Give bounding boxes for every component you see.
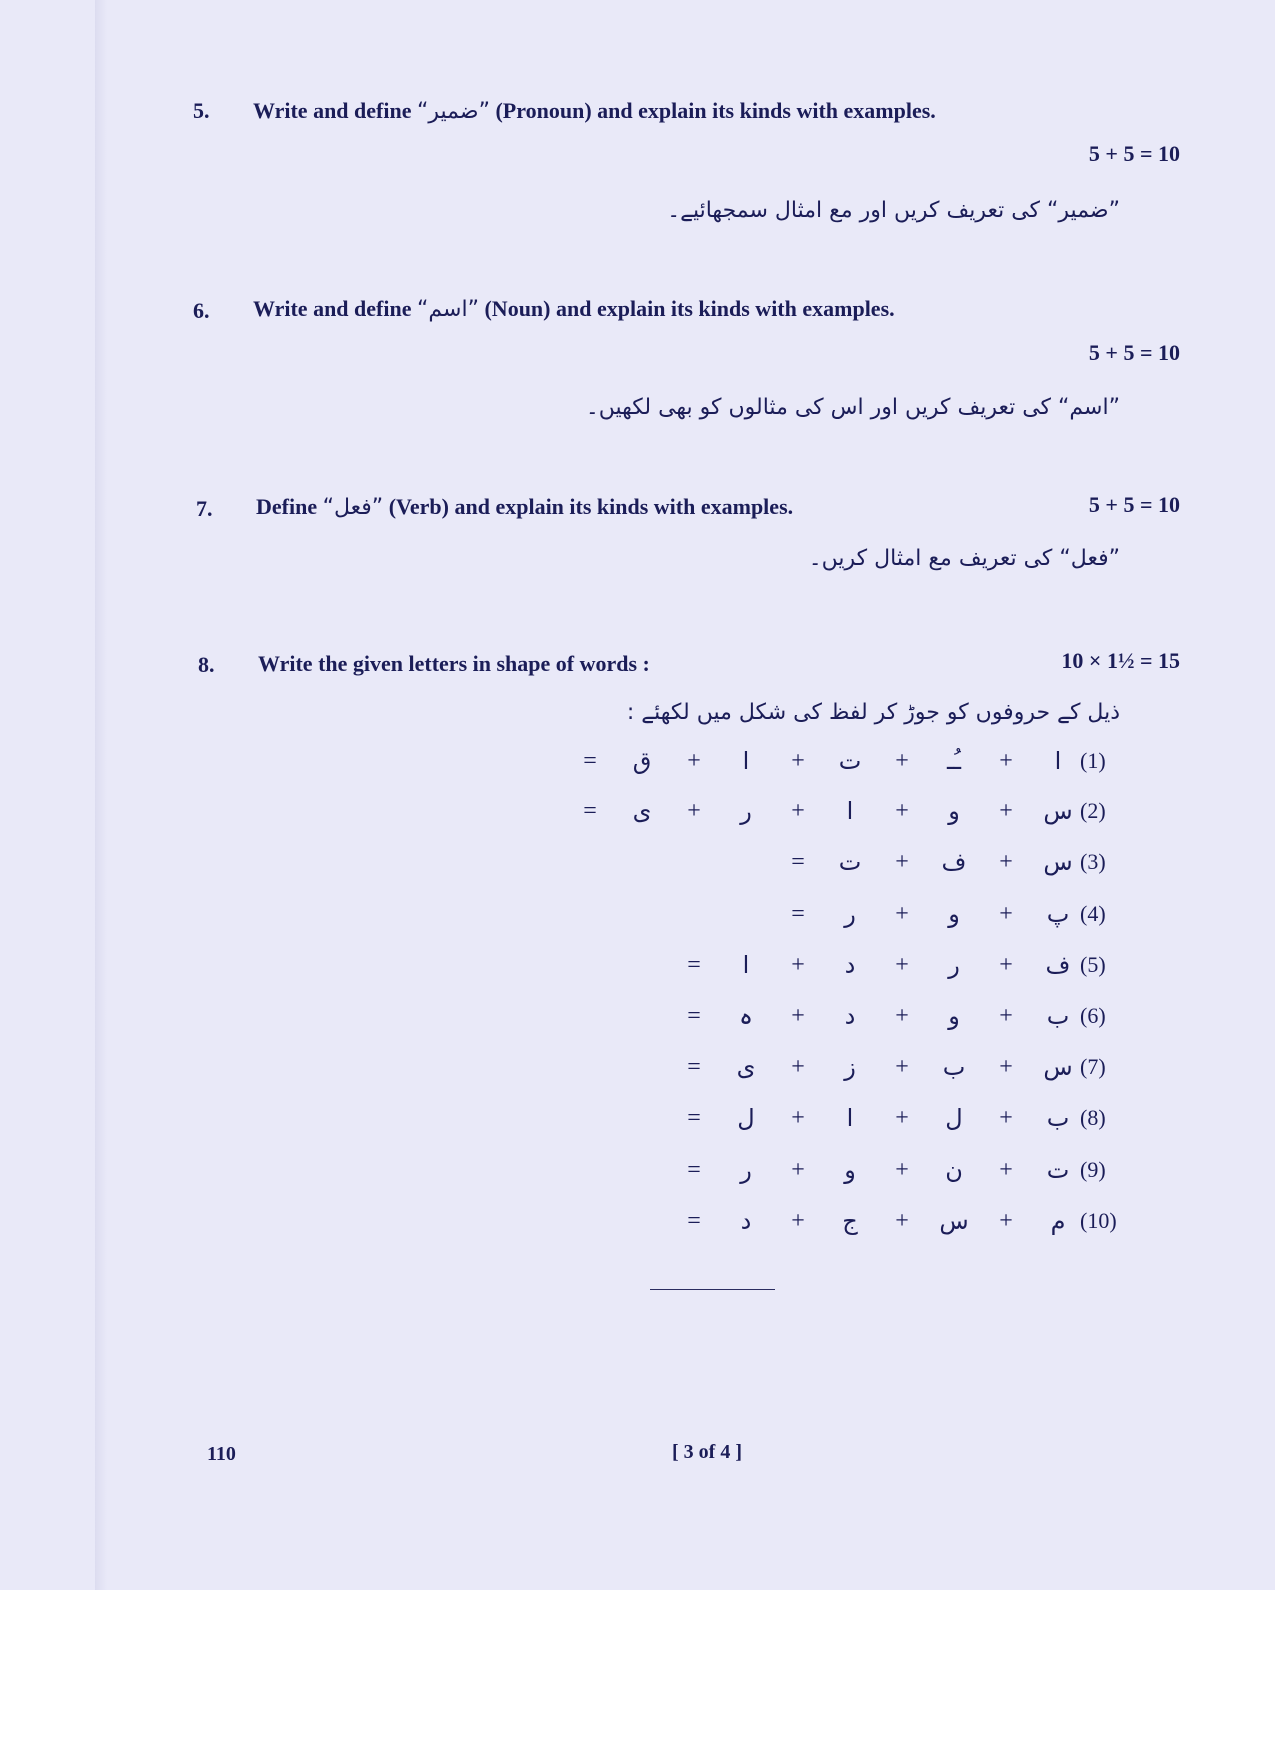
question-5-marks: 5 + 5 = 10 <box>1088 141 1180 166</box>
letter: ت <box>838 747 862 775</box>
term-urdu: “اسم” <box>416 297 479 322</box>
letter-row <box>664 1156 1130 1184</box>
letter: ا <box>1054 747 1062 775</box>
letter: ن <box>945 1156 963 1184</box>
letter: د <box>844 1002 856 1030</box>
row-index: (3) <box>1080 849 1106 874</box>
plus-sign: + <box>895 1104 909 1131</box>
letter: ل <box>945 1104 963 1132</box>
question-8-text: Write the given letters in shape of words : <box>258 651 650 676</box>
term-urdu: “فعل” <box>322 495 384 520</box>
equals-sign: = <box>791 848 805 875</box>
letter: ر <box>740 1156 752 1184</box>
question-6-marks: 5 + 5 = 10 <box>1088 340 1180 365</box>
letter: ر <box>740 797 752 825</box>
row-index: (10) <box>1080 1208 1117 1233</box>
letter: ت <box>1046 1156 1070 1184</box>
plus-sign: + <box>999 1002 1013 1029</box>
question-8-marks: 10 × 1½ = 15 <box>1061 648 1180 673</box>
plus-sign: + <box>895 797 909 824</box>
plus-sign: + <box>999 900 1013 927</box>
question-8-urdu: ذیل کے حروفوں کو جوڑ کر لفظ کی شکل میں لکھئے : <box>626 700 1120 725</box>
letter: س <box>1043 1053 1073 1081</box>
equals-sign: = <box>687 951 701 978</box>
letter: پ <box>1046 900 1070 928</box>
equals-sign: = <box>687 1002 701 1029</box>
row-index: (2) <box>1080 798 1106 823</box>
letter: ف <box>941 848 967 876</box>
letter: ق <box>632 747 652 775</box>
question-6-urdu: ”اسم“ کی تعریف کریں اور اس کی مثالوں کو بھی لکھیں۔ <box>585 395 1120 420</box>
question-7-text: Define “فعل” (Verb) and explain its kinds with examples. <box>256 494 794 520</box>
letter: ز <box>844 1053 856 1081</box>
letter-row <box>664 1207 1130 1235</box>
plus-sign: + <box>999 1156 1013 1183</box>
row-index: (4) <box>1080 901 1106 926</box>
plus-sign: + <box>895 848 909 875</box>
row-index: (7) <box>1080 1054 1106 1079</box>
equals-sign: = <box>687 1104 701 1131</box>
letter: و <box>948 900 960 928</box>
letter: و <box>948 797 960 825</box>
row-index: (9) <box>1080 1157 1106 1182</box>
plus-sign: + <box>999 1207 1013 1234</box>
plus-sign: + <box>895 900 909 927</box>
letter: م <box>1050 1207 1066 1235</box>
letter: د <box>740 1207 752 1235</box>
letter: س <box>1043 848 1073 876</box>
letter: ا <box>846 1104 854 1132</box>
letter: ف <box>1045 951 1071 979</box>
letter: ا <box>846 797 854 825</box>
plus-sign: + <box>791 797 805 824</box>
letter: ر <box>948 951 960 979</box>
plus-sign: + <box>999 747 1013 774</box>
plus-sign: + <box>791 951 805 978</box>
letter: و <box>844 1156 856 1184</box>
letter-row <box>768 900 1130 928</box>
letter: ج <box>842 1207 858 1235</box>
row-index: (6) <box>1080 1003 1106 1028</box>
plus-sign: + <box>999 1104 1013 1131</box>
letter-row <box>664 1053 1130 1081</box>
letter: ل <box>737 1104 755 1132</box>
plus-sign: + <box>791 1156 805 1183</box>
row-index: (1) <box>1080 748 1106 773</box>
page-number: [ 3 of 4 ] <box>672 1441 742 1463</box>
equals-sign: = <box>687 1156 701 1183</box>
letter-row <box>664 1104 1130 1132</box>
paper-code: 110 <box>207 1443 236 1465</box>
letter: ـُـ <box>946 747 962 775</box>
equals-sign: = <box>583 797 597 824</box>
plus-sign: + <box>791 747 805 774</box>
plus-sign: + <box>999 797 1013 824</box>
equals-sign: = <box>687 1053 701 1080</box>
letter-row <box>768 848 1130 876</box>
letter: ا <box>742 747 750 775</box>
letter: ب <box>1046 1104 1070 1132</box>
plus-sign: + <box>687 797 701 824</box>
letter: س <box>1043 797 1073 825</box>
question-5-number: 5. <box>193 98 210 123</box>
letter-row <box>560 747 1130 775</box>
question-5-text: Write and define “ضمیر” (Pronoun) and explain its kinds with examples. <box>253 98 936 124</box>
plus-sign: + <box>999 951 1013 978</box>
question-6-text: Write and define “اسم” (Noun) and explain its kinds with examples. <box>253 296 895 322</box>
plus-sign: + <box>895 951 909 978</box>
plus-sign: + <box>791 1002 805 1029</box>
letter: و <box>948 1002 960 1030</box>
letter: ب <box>1046 1002 1070 1030</box>
letter: س <box>939 1207 969 1235</box>
letter: ی <box>736 1053 756 1081</box>
letter: ہ <box>738 1002 754 1030</box>
question-5-urdu: ”ضمیر“ کی تعریف کریں اور مع امثال سمجھائیے۔ <box>667 198 1120 223</box>
plus-sign: + <box>895 1002 909 1029</box>
question-7-urdu: ”فعل“ کی تعریف مع امثال کریں۔ <box>808 546 1120 571</box>
page-edge <box>95 0 107 1590</box>
plus-sign: + <box>687 747 701 774</box>
question-8-number: 8. <box>198 652 215 677</box>
equals-sign: = <box>687 1207 701 1234</box>
letter-row <box>664 951 1130 979</box>
plus-sign: + <box>895 1053 909 1080</box>
plus-sign: + <box>895 747 909 774</box>
equals-sign: = <box>583 747 597 774</box>
letter: ب <box>942 1053 966 1081</box>
term-urdu: “ضمیر” <box>416 99 490 124</box>
equals-sign: = <box>791 900 805 927</box>
plus-sign: + <box>791 1053 805 1080</box>
letter: ت <box>838 848 862 876</box>
letter: ی <box>632 797 652 825</box>
plus-sign: + <box>999 848 1013 875</box>
plus-sign: + <box>999 1053 1013 1080</box>
letter: د <box>844 951 856 979</box>
plus-sign: + <box>895 1156 909 1183</box>
row-index: (8) <box>1080 1105 1106 1130</box>
letter-row <box>560 797 1130 825</box>
plus-sign: + <box>791 1207 805 1234</box>
question-7-marks: 5 + 5 = 10 <box>1088 492 1180 517</box>
plus-sign: + <box>895 1207 909 1234</box>
row-index: (5) <box>1080 952 1106 977</box>
letter: ا <box>742 951 750 979</box>
letter-row <box>664 1002 1130 1030</box>
end-rule <box>650 1289 775 1290</box>
question-6-number: 6. <box>193 298 210 323</box>
plus-sign: + <box>791 1104 805 1131</box>
question-7-number: 7. <box>196 496 213 521</box>
letter: ر <box>844 900 856 928</box>
